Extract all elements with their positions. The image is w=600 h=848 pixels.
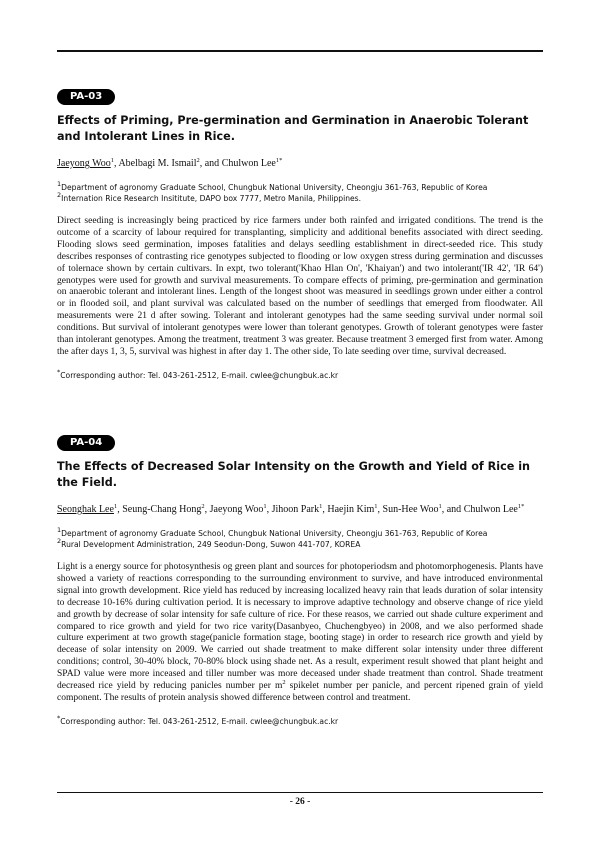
article-title: Effects of Priming, Pre-germination and Germination in Anaerobic Tolerant and Intolerant Lines in Rice. [57,114,529,143]
affiliation-text: Department of agronomy Graduate School, Chungbuk National University, Cheongju 361-763, Republic of Korea [61,183,488,192]
abstract-text-part: Light is a energy source for photosynthesis og green plant and sources for photoperiodsm and photomorphogenesis. Plants have showed a variety of reactions corresponding to the surrounding environment to survive, and have introduced environmental signal into growth development. Rice yield has reduced by increasing localized heavy rain that leads duration of solar intensity to decrease 10-16% during cultivation period. It is necessary to improve adaptive technology and observe change of rice yield and growth by decrease of solar intensity for safe culture of rice. For these reasos, we carried out shade culture experiment and compared to rice growth and yield for two rice varity(Dasanbyeo, Chuchengbyeo) in 2008, and we also performed shade culture experiment at two growth stage(panicle formation stage, booting stage) in order to research rice growth and yield by decease of solar intensity on 2009. We carried out shade treatment to make different solar intensity under three different conditions; control, 30-40% block, 70-80% block using shade net. As a result, experiment result showed that plant height and SPAD value were more inceased and tiller number was more deceased under shade treatment than control. Shade treatment decreased rice yield by reducing panicles number per m [57,562,543,692]
author-affil-sup: 1* [517,503,525,510]
affiliation-line [57,193,543,204]
affiliation-text: Rural Development Administration, 249 Seodun-Dong, Suwon 441-707, KOREA [61,540,361,549]
affiliation-sup: 1 [57,180,62,188]
affiliation-sup: 1 [57,526,62,534]
corresponding-author [57,713,543,726]
abstract-entry-pa-03 [57,86,543,380]
author-affil-sup: 1 [438,503,442,510]
affiliation-line [57,182,543,193]
corresponding-asterisk: * [57,713,61,722]
author-list [57,503,543,516]
author-name: Sun-Hee Woo [382,504,439,515]
author-separator: , and [199,158,222,169]
author-separator: , [113,158,119,169]
abstract-entry-pa-04 [57,432,543,726]
author-name: Jihoon Park [271,504,320,515]
author-separator: , [117,504,123,515]
session-badge: PA-03 [57,89,115,105]
affiliation-text: Department of agronomy Graduate School, Chungbuk National University, Cheongju 361-763, Republic of Korea [61,529,488,538]
affiliation-line [57,539,543,550]
abstract-text-part: spikelet number per panicle, and percent ripened grain of yield component. The results of protein analysis showed difference between control and treatment. [57,681,544,703]
author-affil-sup: 1* [275,157,283,164]
affiliation-sup: 2 [57,537,62,545]
article-title: The Effects of Decreased Solar Intensity on the Growth and Yield of Rice in the Field. [57,460,531,489]
abstract-superscript: 2 [282,679,286,687]
author-separator: , [377,504,383,515]
affiliation-line [57,528,543,539]
author-separator: , [266,504,272,515]
author-name: Jaeyong Woo [57,158,111,169]
corresponding-author [57,367,543,380]
top-rule [57,50,543,52]
author-affil-sup: 1 [319,503,323,510]
author-list [57,157,543,170]
corresponding-asterisk: * [57,367,61,376]
author-name: Chulwon Lee [221,158,276,169]
author-affil-sup: 1 [374,503,378,510]
affiliation-list [57,182,543,204]
author-name: Haejin Kim [327,504,375,515]
bottom-rule [57,792,543,793]
corresponding-text: Corresponding author: Tel. 043-261-2512, E-mail. cwlee@chungbuk.ac.kr [60,370,339,380]
author-affil-sup: 1 [110,157,114,164]
page-number: - 26 - [289,797,311,807]
author-name: Seung-Chang Hong [122,504,202,515]
affiliation-list [57,528,543,550]
corresponding-text: Corresponding author: Tel. 043-261-2512, E-mail. cwlee@chungbuk.ac.kr [60,716,339,726]
author-name: Chulwon Lee [463,504,518,515]
abstract-text: Direct seeding is increasingly being practiced by rice farmers under both rainfed and irrigated conditions. The trend is the outcome of a scarcity of labour required for transplanting, simplicity and additional benefits associated with direct seeding. Flooding slows seed germination, imposes fatalities and delays seedling establishment in direct-seeded rice. This study describes responses of contrasting rice genotypes subjected to flooding or low oxygen stress during germination and discusses of tolernace shown by certain cultivars. In expt, two tolerant('Khao Hlan On', 'Khaiyan') and two intolerant('IR 42', 'IR 64') genotypes were used for growth and survival measurements. To compare effects of priming, pre-germination and germination on anaerobic tolerant and intolerant lines. Length of the longest shoot was measured in seedlings grown under either a control or in flooded soil, and plant survival was calculated based on the number of seedlings that emerged from floodwater. All measurements were 21 d after sowing. Tolerant and intolerant genotypes had the same seeding survival under normal soil conditions. But survival of intolerant genotypes were lower than tolerant genotypes. Growth of tolerant genotypes were faster than intolerant genotypes. Among the treatment, treatment 3 was greater. Because treatment 3 emerged first from water. Among the after days 1, 3, 5, survival was highest in after day 1. The other side, To late seeding over time, survival decreased. [57,216,543,357]
affiliation-text: Internation Rice Research Insititute, DAPO box 7777, Metro Manila, Philippines. [61,194,362,203]
abstract-text [57,562,543,705]
author-affil-sup: 1 [263,503,267,510]
author-affil-sup: 2 [196,157,200,164]
session-badge: PA-04 [57,435,115,451]
affiliation-sup: 2 [57,191,62,199]
author-affil-sup: 1 [113,503,118,510]
author-separator: , [204,504,210,515]
author-name: Jaeyong Woo [209,504,264,515]
author-separator: , and [441,504,464,515]
author-affil-sup: 2 [201,503,205,510]
author-name: Seonghak Lee [57,504,114,515]
author-separator: , [322,504,328,515]
author-name: Abelbagi M. Ismail [118,158,197,169]
